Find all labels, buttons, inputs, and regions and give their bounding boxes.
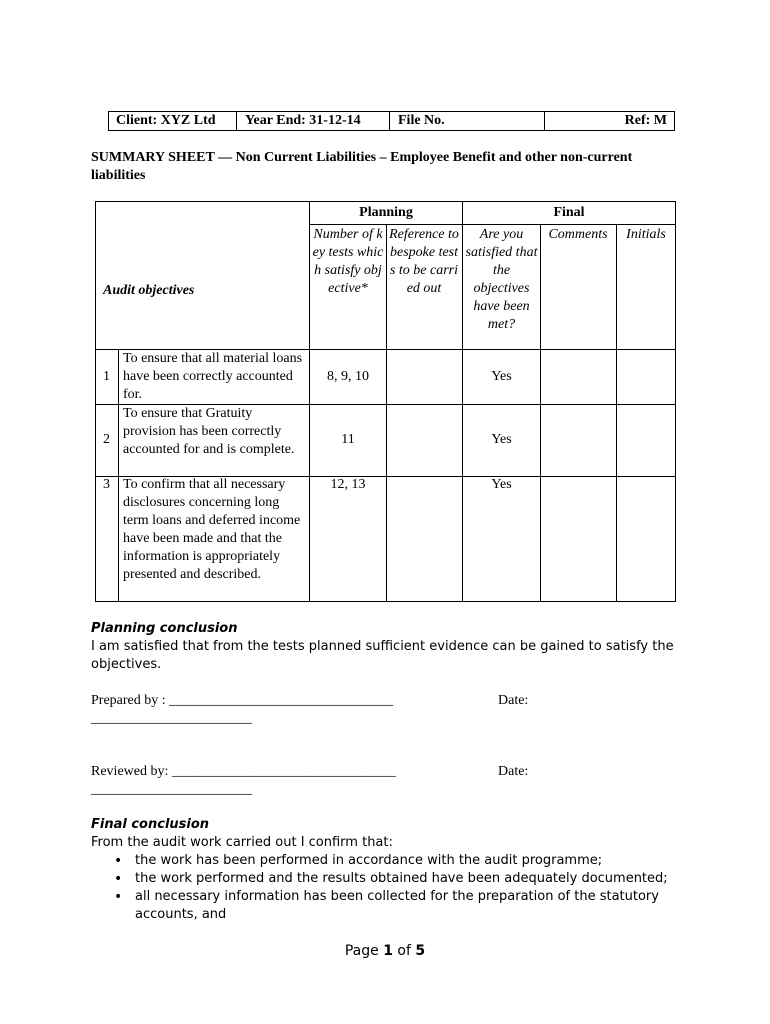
row-number: 3 — [103, 477, 110, 492]
header-divider — [236, 112, 237, 130]
satisfied-header: Are you satisfied that the objectives have been met? — [465, 227, 538, 332]
list-item: • the work has been performed in accordance with the audit programme; — [91, 852, 683, 870]
key-tests-value: 8, 9, 10 — [327, 369, 369, 384]
client-cell: Client: XYZ Ltd — [116, 113, 216, 128]
objective-text: To confirm that all necessary disclosures concerning long term loans and deferred income have been made and that the information is appropriately presented and described. — [123, 477, 301, 582]
satisfied-value: Yes — [491, 369, 512, 384]
audit-objectives-header: Audit objectives — [103, 283, 195, 298]
row-number: 1 — [103, 369, 110, 384]
row-number: 2 — [103, 432, 110, 447]
table-divider — [309, 202, 310, 601]
satisfied-value: Yes — [491, 477, 512, 492]
final-conclusion-list — [91, 852, 683, 924]
planning-conclusion-heading: Planning conclusion — [91, 621, 238, 636]
header-divider — [544, 112, 545, 130]
comments-header: Comments — [548, 227, 608, 242]
page-current: 1 — [383, 943, 393, 959]
objective-text: To ensure that all material loans have been correctly accounted for. — [123, 351, 303, 402]
ref-cell: Ref: M — [624, 113, 667, 128]
reviewed-date-label: Date: — [498, 764, 529, 779]
header-divider — [389, 112, 390, 130]
satisfied-value: Yes — [491, 432, 512, 447]
table-divider — [309, 224, 675, 225]
number-of-key-tests-header: Number of key tests which satisfy objective* — [312, 227, 384, 296]
header-table — [108, 111, 675, 131]
audit-summary-table — [95, 201, 676, 602]
final-conclusion-intro: From the audit work carried out I confirm that: — [91, 835, 393, 850]
prepared-by-field[interactable]: Prepared by : ________________________________ — [91, 693, 394, 708]
prepared-date-field[interactable]: _______________________ — [91, 711, 252, 726]
table-divider — [386, 224, 387, 601]
list-item: • all necessary information has been collected for the preparation of the statutory accounts, and — [91, 888, 683, 924]
prepared-date-label: Date: — [498, 693, 529, 708]
reviewed-by-field[interactable]: Reviewed by: ________________________________ — [91, 764, 396, 779]
final-conclusion-heading: Final conclusion — [91, 817, 210, 832]
file-no-cell: File No. — [398, 113, 445, 128]
reference-tests-header: Reference to bespoke tests to be carried out — [389, 227, 459, 296]
list-item: • the work performed and the results obtained have been adequately documented; — [91, 870, 683, 888]
table-divider — [616, 224, 617, 601]
year-end-cell: Year End: 31-12-14 — [245, 113, 361, 128]
page-word: Page — [344, 943, 379, 959]
page-title: SUMMARY SHEET — Non Current Liabilities – Employee Benefit and other non-current liabilities — [91, 150, 633, 183]
page-footer — [0, 942, 770, 960]
reviewed-date-field[interactable]: _______________________ — [91, 782, 252, 797]
of-word: of — [397, 943, 411, 959]
planning-header: Planning — [359, 205, 413, 220]
objective-text: To ensure that Gratuity provision has been correctly accounted for and is complete. — [123, 406, 295, 457]
final-header: Final — [553, 205, 585, 220]
table-divider — [540, 224, 541, 601]
initials-header: Initials — [626, 227, 666, 242]
planning-conclusion-text: I am satisfied that from the tests planned sufficient evidence can be gained to satisfy the objectives. — [91, 639, 674, 672]
key-tests-value: 12, 13 — [330, 477, 366, 492]
key-tests-value: 11 — [341, 432, 355, 447]
table-divider — [462, 202, 463, 601]
table-divider — [118, 349, 119, 601]
page-total: 5 — [415, 943, 426, 959]
